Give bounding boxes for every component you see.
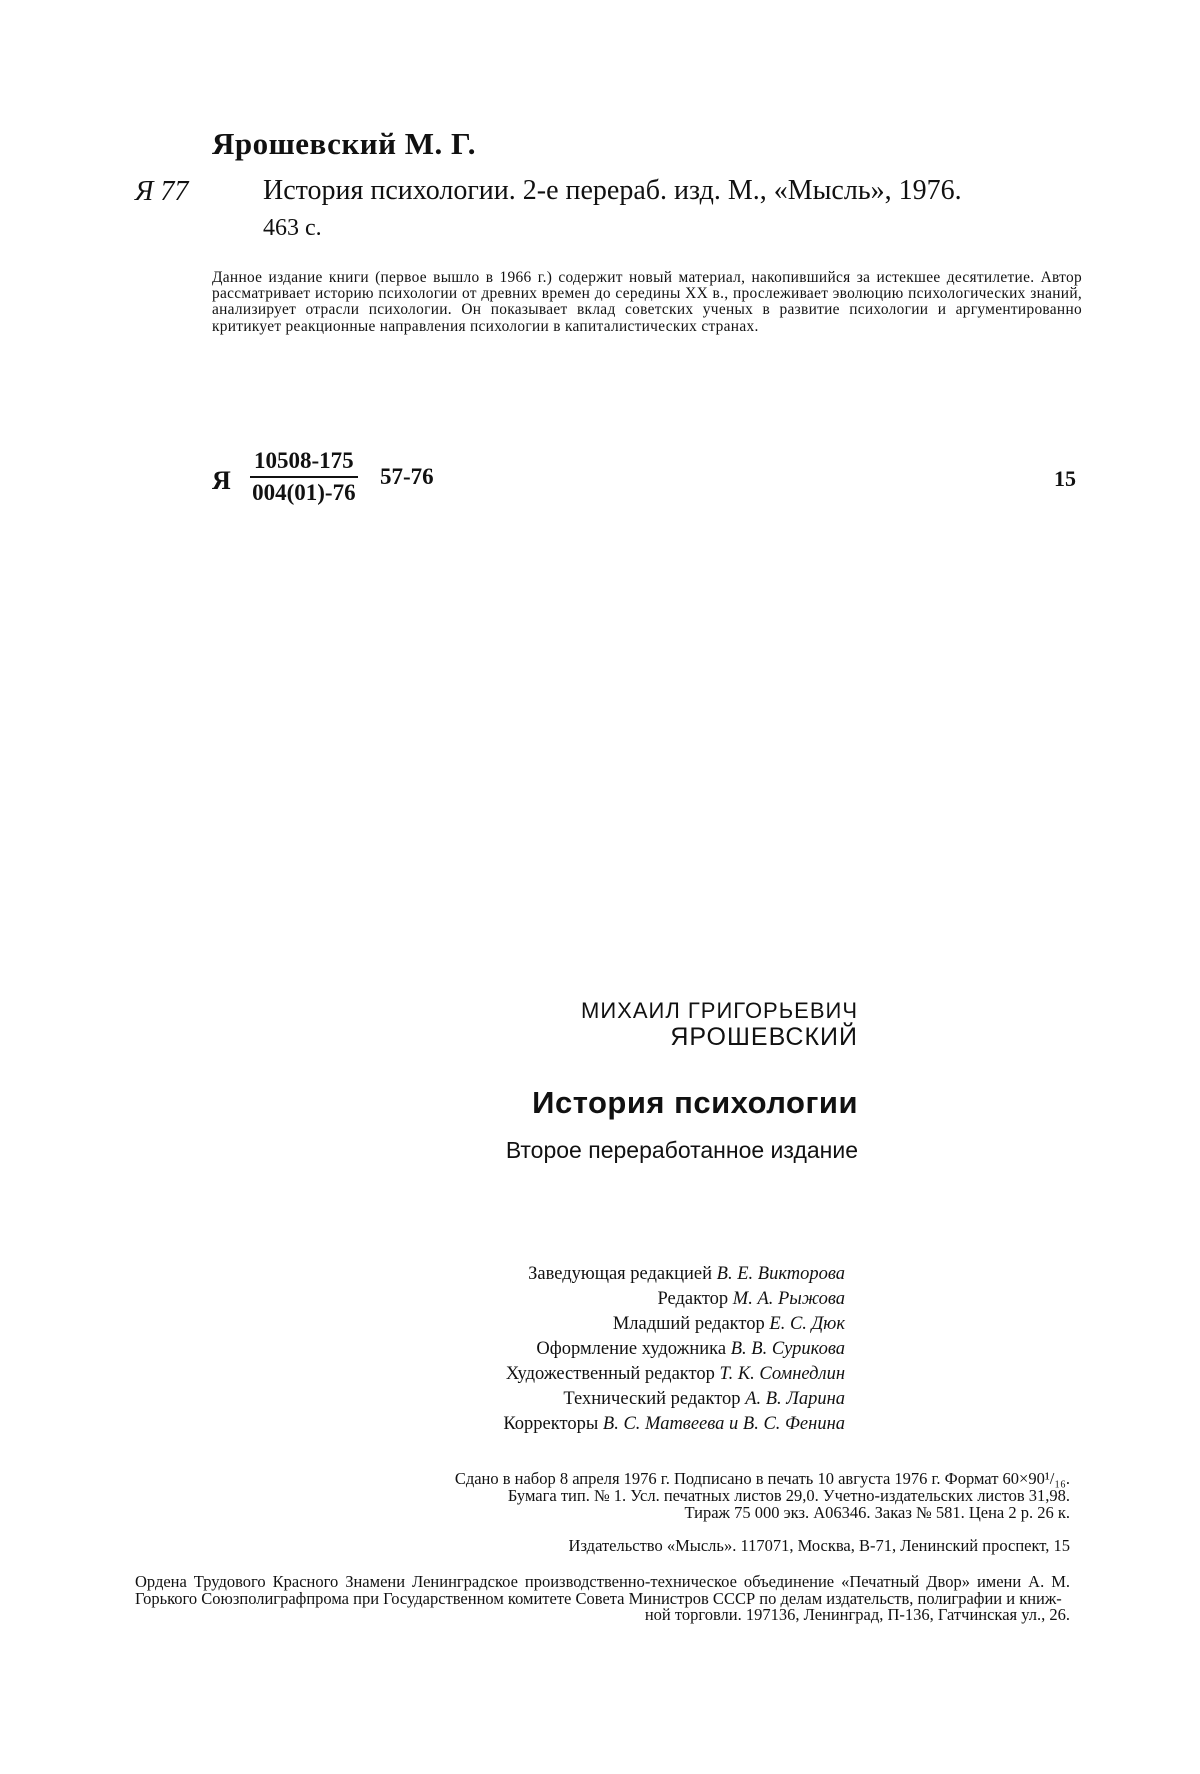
index-numerator: 10508-175 [250, 448, 358, 478]
credit-name: М. А. Рыжова [732, 1289, 845, 1309]
print-line: Бумага тип. № 1. Усл. печатных листов 29,0. Учетно-издательских листов 31,98. [507, 1486, 1070, 1505]
credit-line [503, 1387, 845, 1412]
index-denominator: 004(01)-76 [252, 480, 356, 505]
credit-line [503, 1337, 845, 1362]
credit-role: Художественный редактор [505, 1364, 715, 1384]
print-details [135, 1470, 1070, 1521]
annotation-paragraph: Данное издание книги (первое вышло в 1966 г.) содержит новый материал, накопившийся за истекшее десятилетие. Автор рассматривает историю психологии от древних времен до середины XX в., прослеживает эволюцию психологических знаний, анализирует отрасли психологии. Он показывает вклад советских ученых в развитие психологии и аргументированно критикует реакционные направления психологии в капиталистических странах. [212, 269, 1082, 335]
printer-address: ной торговли. 197136, Ленинград, П-136, Гатчинская ул., 26. [644, 1605, 1070, 1624]
credits-list [503, 1262, 845, 1437]
edition-note: Второе переработанное издание [505, 1137, 858, 1163]
publisher-address: Издательство «Мысль». 117071, Москва, В-71, Ленинский проспект, 15 [568, 1536, 1070, 1555]
credit-name: Е. С. Дюк [769, 1314, 845, 1334]
credit-name: В. Е. Викторова [716, 1264, 845, 1284]
print-line: Тираж 75 000 экз. А06346. Заказ № 581. Цена 2 р. 26 к. [684, 1503, 1070, 1522]
book-title: История психологии [532, 1085, 858, 1120]
catalog-code: Я 77 [135, 176, 189, 207]
credit-name: В. В. Сурикова [730, 1339, 845, 1359]
credit-name: Т. К. Сомнедлин [719, 1364, 845, 1384]
page-count: 463 с. [263, 215, 322, 241]
print-line: Сдано в набор 8 апреля 1976 г. Подписано в печать 10 августа 1976 г. Формат 60×90¹/₁₆. [454, 1469, 1070, 1488]
credit-role: Корректоры [503, 1414, 599, 1434]
bibliographic-line: История психологии. 2-е перераб. изд. М., «Мысль», 1976. [263, 175, 962, 206]
index-fraction [250, 448, 358, 506]
printer-info [135, 1574, 1070, 1624]
credit-role: Оформление художника [536, 1339, 727, 1359]
credit-line [503, 1412, 845, 1437]
index-suffix: 57-76 [380, 464, 434, 489]
credit-line [503, 1312, 845, 1337]
printer-text: Ордена Трудового Красного Знамени Ленинградское производственно-техническое объединение «Печатный Двор» имени А. М. Горького Союзполиграфпрома при Государственном комитете Совета Министров СССР по делам издательств, полиграфии и книж- [135, 1572, 1070, 1608]
credit-role: Заведующая редакцией [528, 1264, 713, 1284]
credit-line [503, 1362, 845, 1387]
credit-name: А. В. Ларина [745, 1389, 845, 1409]
credit-name: В. С. Матвеева и В. С. Фенина [602, 1414, 845, 1434]
author-surname: ЯРОШЕВСКИЙ [670, 1023, 858, 1051]
author-full-name: МИХАИЛ ГРИГОРЬЕВИЧ [581, 998, 858, 1023]
index-letter: Я [212, 466, 231, 495]
credit-role: Младший редактор [612, 1314, 765, 1334]
credit-role: Технический редактор [563, 1389, 741, 1409]
credit-role: Редактор [657, 1289, 729, 1309]
credit-line [503, 1287, 845, 1312]
credit-line [503, 1262, 845, 1287]
page-number: 15 [1054, 466, 1076, 491]
catalog-author: Ярошевский М. Г. [212, 126, 477, 161]
